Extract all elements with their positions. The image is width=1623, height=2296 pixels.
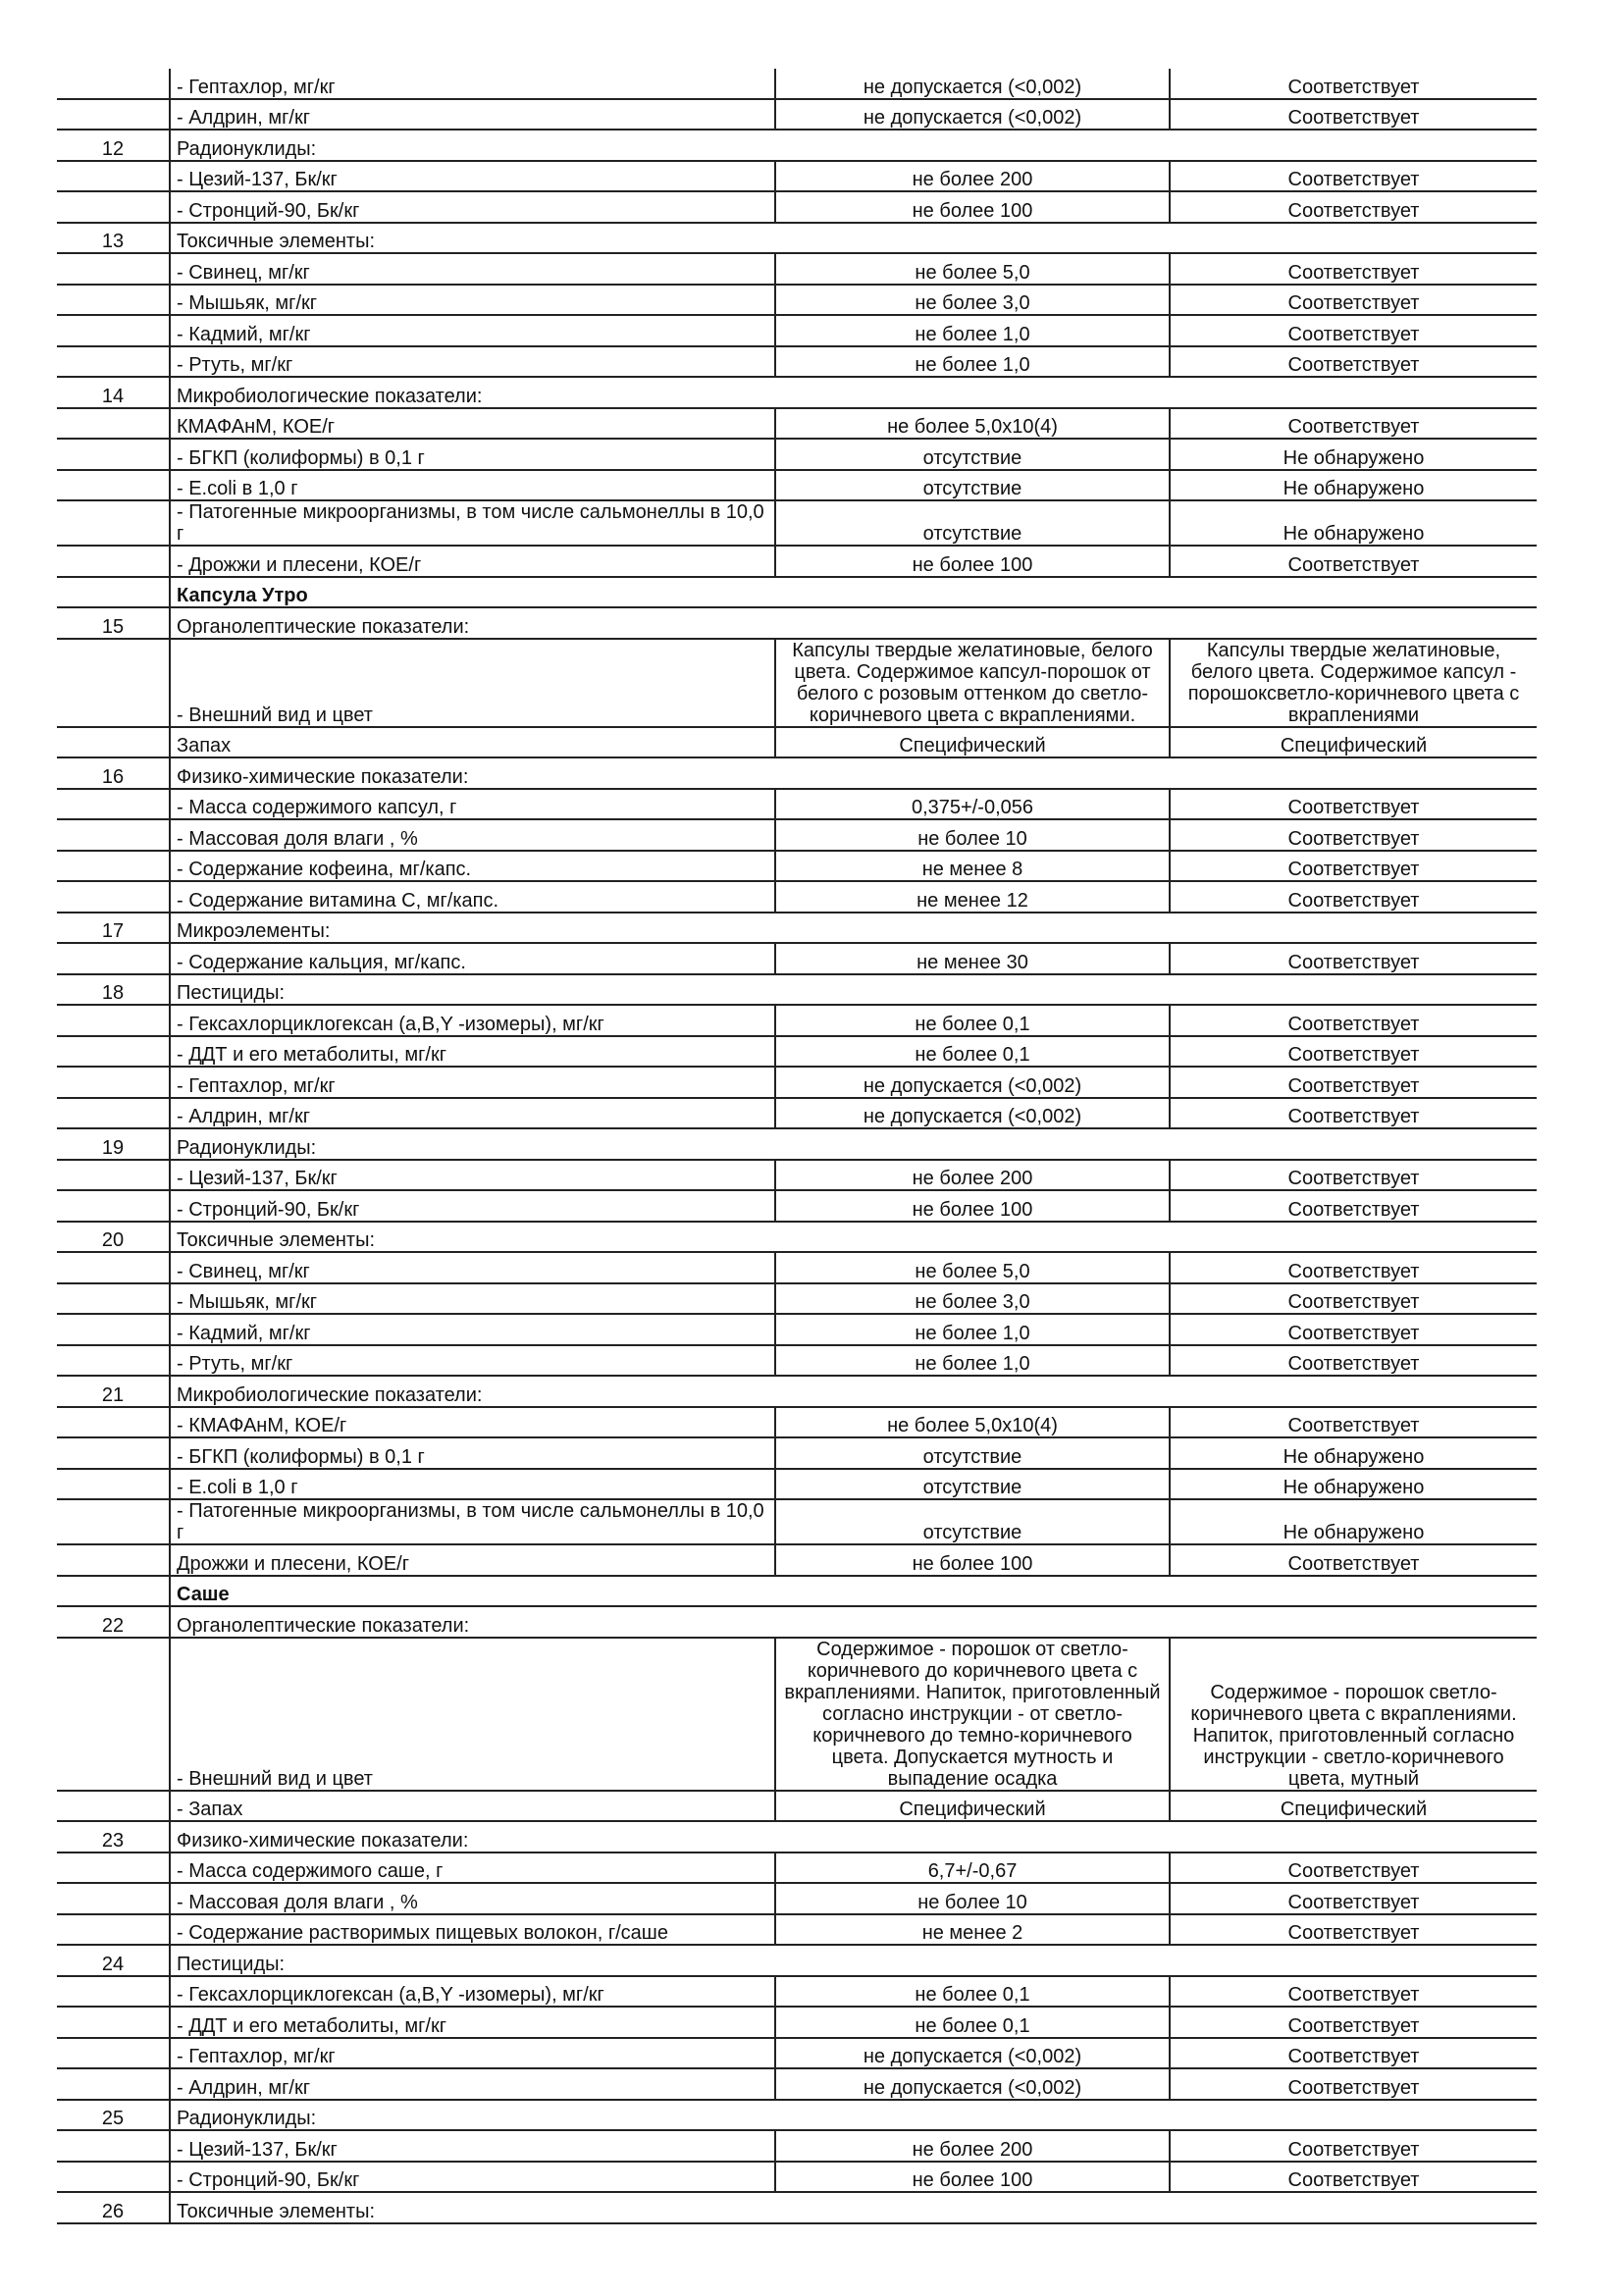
table-row — [57, 500, 1537, 546]
norm-value: не более 200 — [775, 2130, 1170, 2162]
indicator-name: Пестициды: — [170, 974, 1537, 1006]
table-row — [57, 191, 1537, 223]
result-value: Соответствует — [1170, 1914, 1537, 1946]
section-row — [57, 974, 1537, 1006]
indicator-name: - Гептахлор, мг/кг — [170, 69, 775, 99]
indicator-name: - ДДТ и его метаболиты, мг/кг — [170, 1036, 775, 1068]
result-value: Соответствует — [1170, 1283, 1537, 1315]
table-row — [57, 1437, 1537, 1469]
row-number — [57, 851, 170, 882]
result-value: Соответствует — [1170, 161, 1537, 192]
norm-value: Специфический — [775, 1791, 1170, 1822]
indicator-name: - Алдрин, мг/кг — [170, 2068, 775, 2100]
norm-value: Специфический — [775, 727, 1170, 758]
section-row — [57, 1376, 1537, 1407]
table-row — [57, 1067, 1537, 1098]
result-value: Соответствует — [1170, 1544, 1537, 1576]
section-row — [57, 2100, 1537, 2131]
norm-value: не более 0,1 — [775, 1005, 1170, 1036]
result-value: Соответствует — [1170, 1005, 1537, 1036]
indicator-name: - Ртуть, мг/кг — [170, 1345, 775, 1377]
row-number: 17 — [57, 913, 170, 944]
result-value: Соответствует — [1170, 1976, 1537, 2008]
indicator-name: - Масса содержимого капсул, г — [170, 789, 775, 820]
indicator-name: - Патогенные микроорганизмы, в том числе сальмонеллы в 10,0 г — [170, 1499, 775, 1544]
row-number: 15 — [57, 607, 170, 639]
row-number: 16 — [57, 757, 170, 789]
indicator-name: Физико-химические показатели: — [170, 757, 1537, 789]
indicator-name: - Массовая доля влаги , % — [170, 1883, 775, 1914]
indicator-name: - Внешний вид и цвет — [170, 639, 775, 727]
row-number: 20 — [57, 1222, 170, 1253]
row-number — [57, 881, 170, 913]
table-row — [57, 99, 1537, 130]
result-value: Соответствует — [1170, 69, 1537, 99]
norm-value: не более 100 — [775, 546, 1170, 577]
result-value: Не обнаружено — [1170, 470, 1537, 501]
norm-value: отсутствие — [775, 500, 1170, 546]
norm-value: не более 10 — [775, 1883, 1170, 1914]
norm-value: не более 1,0 — [775, 1345, 1170, 1377]
indicator-name: Токсичные элементы: — [170, 2192, 1537, 2223]
indicator-name: - Масса содержимого саше, г — [170, 1852, 775, 1884]
norm-value: отсутствие — [775, 1499, 1170, 1544]
result-value: Соответствует — [1170, 851, 1537, 882]
indicator-name: Радионуклиды: — [170, 1128, 1537, 1160]
section-row — [57, 757, 1537, 789]
indicator-name: - Стронций-90, Бк/кг — [170, 2162, 775, 2193]
table-row — [57, 1914, 1537, 1946]
result-value: Соответствует — [1170, 943, 1537, 974]
indicator-name: - Внешний вид и цвет — [170, 1638, 775, 1791]
result-value: Соответствует — [1170, 1345, 1537, 1377]
norm-value: не менее 12 — [775, 881, 1170, 913]
table-row — [57, 408, 1537, 440]
group-row — [57, 577, 1537, 608]
indicator-name: - Мышьяк, мг/кг — [170, 1283, 775, 1315]
indicator-name: - Свинец, мг/кг — [170, 253, 775, 285]
norm-value: 0,375+/-0,056 — [775, 789, 1170, 820]
indicator-name: Саше — [170, 1576, 1537, 1607]
table-row — [57, 819, 1537, 851]
norm-value: Капсулы твердые желатиновые, белого цвета. Содержимое капсул-порошок от белого с розовым оттенком до светло-коричневого цвета с вкраплениями. — [775, 639, 1170, 727]
indicator-name: Радионуклиды: — [170, 2100, 1537, 2131]
table-row — [57, 161, 1537, 192]
result-value: Содержимое - порошок светло-коричневого цвета с вкраплениями. Напиток, приготовленный согласно инструкции - светло-коричневого цвета, мутный — [1170, 1638, 1537, 1791]
indicator-name: Запах — [170, 727, 775, 758]
row-number — [57, 639, 170, 727]
indicator-name: - E.coli в 1,0 г — [170, 1469, 775, 1500]
table-row — [57, 1499, 1537, 1544]
norm-value: не более 1,0 — [775, 315, 1170, 346]
norm-value: Содержимое - порошок от светло-коричневого до коричневого цвета с вкраплениями. Напиток, приготовленный согласно инструкции - от светло-коричневого до темно-коричневого цвета. Допускается мутность и выпадение осадка — [775, 1638, 1170, 1791]
indicator-name: КМАФАнМ, КОЕ/г — [170, 408, 775, 440]
indicator-name: - Патогенные микроорганизмы, в том числе сальмонеллы в 10,0 г — [170, 500, 775, 546]
result-value: Специфический — [1170, 1791, 1537, 1822]
group-row — [57, 1576, 1537, 1607]
norm-value: не более 10 — [775, 819, 1170, 851]
result-value: Соответствует — [1170, 819, 1537, 851]
indicator-name: - Дрожжи и плесени, КОЕ/г — [170, 546, 775, 577]
row-number — [57, 1190, 170, 1222]
row-number — [57, 1976, 170, 2008]
norm-value: не более 100 — [775, 191, 1170, 223]
result-value: Соответствует — [1170, 1160, 1537, 1191]
norm-value: отсутствие — [775, 1437, 1170, 1469]
table-row — [57, 1407, 1537, 1438]
row-number — [57, 1883, 170, 1914]
row-number — [57, 1437, 170, 1469]
table-row — [57, 881, 1537, 913]
indicator-name: - Ртуть, мг/кг — [170, 346, 775, 378]
indicator-name: - Гексахлорциклогексан (а,В,Y -изомеры), мг/кг — [170, 1005, 775, 1036]
row-number: 26 — [57, 2192, 170, 2223]
indicator-name: Токсичные элементы: — [170, 1222, 1537, 1253]
norm-value: не более 5,0 — [775, 253, 1170, 285]
row-number — [57, 1638, 170, 1791]
result-value: Соответствует — [1170, 346, 1537, 378]
norm-value: не более 5,0х10(4) — [775, 408, 1170, 440]
table-row — [57, 2130, 1537, 2162]
indicator-name: Пестициды: — [170, 1945, 1537, 1976]
indicator-name: Органолептические показатели: — [170, 607, 1537, 639]
norm-value: не допускается (<0,002) — [775, 1098, 1170, 1129]
indicator-name: - Гептахлор, мг/кг — [170, 2038, 775, 2069]
row-number — [57, 315, 170, 346]
table-row — [57, 789, 1537, 820]
norm-value: не менее 2 — [775, 1914, 1170, 1946]
result-value: Капсулы твердые желатиновые, белого цвета. Содержимое капсул - порошоксветло-коричневого цвета с вкраплениями — [1170, 639, 1537, 727]
result-value: Соответствует — [1170, 315, 1537, 346]
indicator-name: - БГКП (колиформы) в 0,1 г — [170, 439, 775, 470]
table-row — [57, 1036, 1537, 1068]
test-results-table — [57, 69, 1537, 2224]
row-number — [57, 1791, 170, 1822]
row-number — [57, 470, 170, 501]
section-row — [57, 607, 1537, 639]
norm-value: не допускается (<0,002) — [775, 2038, 1170, 2069]
section-row — [57, 1128, 1537, 1160]
row-number — [57, 1345, 170, 1377]
section-row — [57, 1606, 1537, 1638]
table-row — [57, 1098, 1537, 1129]
result-value: Не обнаружено — [1170, 1499, 1537, 1544]
table-row — [57, 470, 1537, 501]
row-number — [57, 1852, 170, 1884]
row-number — [57, 1407, 170, 1438]
indicator-name: Капсула Утро — [170, 577, 1537, 608]
row-number: 18 — [57, 974, 170, 1006]
indicator-name: - Гексахлорциклогексан (а,В,Y -изомеры), мг/кг — [170, 1976, 775, 2008]
norm-value: не более 3,0 — [775, 285, 1170, 316]
table-row — [57, 727, 1537, 758]
result-value: Соответствует — [1170, 408, 1537, 440]
row-number — [57, 1314, 170, 1345]
norm-value: отсутствие — [775, 470, 1170, 501]
row-number — [57, 1005, 170, 1036]
indicator-name: - Стронций-90, Бк/кг — [170, 191, 775, 223]
result-value: Соответствует — [1170, 1067, 1537, 1098]
table-row — [57, 2007, 1537, 2038]
result-value: Соответствует — [1170, 1883, 1537, 1914]
row-number — [57, 1469, 170, 1500]
indicator-name: Микробиологические показатели: — [170, 377, 1537, 408]
result-value: Соответствует — [1170, 2038, 1537, 2069]
norm-value: не более 1,0 — [775, 1314, 1170, 1345]
result-value: Соответствует — [1170, 191, 1537, 223]
row-number — [57, 943, 170, 974]
row-number — [57, 546, 170, 577]
norm-value: отсутствие — [775, 1469, 1170, 1500]
indicator-name: - КМАФАнМ, КОЕ/г — [170, 1407, 775, 1438]
table-row — [57, 439, 1537, 470]
norm-value: не более 200 — [775, 161, 1170, 192]
indicator-name: Микробиологические показатели: — [170, 1376, 1537, 1407]
result-value: Соответствует — [1170, 1852, 1537, 1884]
row-number — [57, 191, 170, 223]
row-number: 25 — [57, 2100, 170, 2131]
table-row — [57, 2038, 1537, 2069]
norm-value: не более 5,0 — [775, 1252, 1170, 1283]
row-number: 14 — [57, 377, 170, 408]
indicator-name: Микроэлементы: — [170, 913, 1537, 944]
result-value: Не обнаружено — [1170, 1469, 1537, 1500]
table-row — [57, 1544, 1537, 1576]
table-row — [57, 1976, 1537, 2008]
norm-value: не более 100 — [775, 1544, 1170, 1576]
row-number — [57, 346, 170, 378]
indicator-name: - Мышьяк, мг/кг — [170, 285, 775, 316]
section-row — [57, 1222, 1537, 1253]
row-number: 22 — [57, 1606, 170, 1638]
norm-value: не более 1,0 — [775, 346, 1170, 378]
table-row — [57, 943, 1537, 974]
norm-value: не менее 8 — [775, 851, 1170, 882]
section-row — [57, 2192, 1537, 2223]
table-row — [57, 1638, 1537, 1791]
row-number — [57, 789, 170, 820]
norm-value: отсутствие — [775, 439, 1170, 470]
norm-value: не допускается (<0,002) — [775, 1067, 1170, 1098]
section-row — [57, 377, 1537, 408]
table-row — [57, 315, 1537, 346]
table-row — [57, 546, 1537, 577]
indicator-name: - БГКП (колиформы) в 0,1 г — [170, 1437, 775, 1469]
result-value: Соответствует — [1170, 2130, 1537, 2162]
indicator-name: - Цезий-137, Бк/кг — [170, 2130, 775, 2162]
indicator-name: - E.coli в 1,0 г — [170, 470, 775, 501]
table-body — [57, 69, 1537, 2223]
section-row — [57, 913, 1537, 944]
result-value: Соответствует — [1170, 285, 1537, 316]
indicator-name: Органолептические показатели: — [170, 1606, 1537, 1638]
result-value: Соответствует — [1170, 789, 1537, 820]
section-row — [57, 130, 1537, 161]
indicator-name: - Алдрин, мг/кг — [170, 1098, 775, 1129]
indicator-name: - Содержание кофеина, мг/капс. — [170, 851, 775, 882]
result-value: Соответствует — [1170, 1252, 1537, 1283]
norm-value: не допускается (<0,002) — [775, 2068, 1170, 2100]
result-value: Соответствует — [1170, 1407, 1537, 1438]
row-number — [57, 2038, 170, 2069]
row-number — [57, 1160, 170, 1191]
indicator-name: - Запах — [170, 1791, 775, 1822]
table-row — [57, 69, 1537, 99]
row-number: 21 — [57, 1376, 170, 1407]
norm-value: не более 5,0х10(4) — [775, 1407, 1170, 1438]
norm-value: не более 0,1 — [775, 2007, 1170, 2038]
result-value: Соответствует — [1170, 2162, 1537, 2193]
row-number — [57, 2130, 170, 2162]
table-row — [57, 1852, 1537, 1884]
result-value: Соответствует — [1170, 2068, 1537, 2100]
table-row — [57, 1283, 1537, 1315]
result-value: Специфический — [1170, 727, 1537, 758]
table-row — [57, 2068, 1537, 2100]
table-row — [57, 346, 1537, 378]
result-value: Не обнаружено — [1170, 439, 1537, 470]
section-row — [57, 1945, 1537, 1976]
row-number — [57, 408, 170, 440]
row-number — [57, 1036, 170, 1068]
result-value: Не обнаружено — [1170, 1437, 1537, 1469]
row-number — [57, 2007, 170, 2038]
norm-value: не допускается (<0,002) — [775, 69, 1170, 99]
table-row — [57, 2162, 1537, 2193]
result-value: Соответствует — [1170, 253, 1537, 285]
row-number — [57, 1252, 170, 1283]
indicator-name: - Стронций-90, Бк/кг — [170, 1190, 775, 1222]
indicator-name: Дрожжи и плесени, КОЕ/г — [170, 1544, 775, 1576]
norm-value: не более 0,1 — [775, 1976, 1170, 2008]
row-number — [57, 1576, 170, 1607]
result-value: Соответствует — [1170, 99, 1537, 130]
table-row — [57, 639, 1537, 727]
norm-value: не допускается (<0,002) — [775, 99, 1170, 130]
norm-value: не более 200 — [775, 1160, 1170, 1191]
table-row — [57, 1883, 1537, 1914]
norm-value: 6,7+/-0,67 — [775, 1852, 1170, 1884]
row-number — [57, 285, 170, 316]
section-row — [57, 223, 1537, 254]
table-row — [57, 1314, 1537, 1345]
table-row — [57, 1345, 1537, 1377]
row-number — [57, 439, 170, 470]
indicator-name: - Алдрин, мг/кг — [170, 99, 775, 130]
row-number — [57, 577, 170, 608]
table-row — [57, 253, 1537, 285]
result-value: Не обнаружено — [1170, 500, 1537, 546]
row-number — [57, 99, 170, 130]
row-number — [57, 253, 170, 285]
indicator-name: Радионуклиды: — [170, 130, 1537, 161]
norm-value: не более 100 — [775, 1190, 1170, 1222]
row-number — [57, 1098, 170, 1129]
norm-value: не более 100 — [775, 2162, 1170, 2193]
result-value: Соответствует — [1170, 1314, 1537, 1345]
indicator-name: - Содержание кальция, мг/капс. — [170, 943, 775, 974]
result-value: Соответствует — [1170, 1190, 1537, 1222]
row-number — [57, 727, 170, 758]
table-row — [57, 1252, 1537, 1283]
table-row — [57, 285, 1537, 316]
row-number — [57, 1067, 170, 1098]
row-number — [57, 819, 170, 851]
result-value: Соответствует — [1170, 546, 1537, 577]
indicator-name: - Гептахлор, мг/кг — [170, 1067, 775, 1098]
norm-value: не более 3,0 — [775, 1283, 1170, 1315]
indicator-name: - Содержание витамина С, мг/капс. — [170, 881, 775, 913]
row-number — [57, 2068, 170, 2100]
indicator-name: - Цезий-137, Бк/кг — [170, 1160, 775, 1191]
table-row — [57, 1005, 1537, 1036]
table-row — [57, 1791, 1537, 1822]
row-number — [57, 1914, 170, 1946]
norm-value: не менее 30 — [775, 943, 1170, 974]
row-number: 19 — [57, 1128, 170, 1160]
row-number: 13 — [57, 223, 170, 254]
row-number: 12 — [57, 130, 170, 161]
indicator-name: - Цезий-137, Бк/кг — [170, 161, 775, 192]
row-number — [57, 2162, 170, 2193]
indicator-name: - Содержание растворимых пищевых волокон, г/саше — [170, 1914, 775, 1946]
indicator-name: - Кадмий, мг/кг — [170, 315, 775, 346]
table-row — [57, 1160, 1537, 1191]
indicator-name: - Кадмий, мг/кг — [170, 1314, 775, 1345]
table-row — [57, 851, 1537, 882]
row-number — [57, 500, 170, 546]
result-value: Соответствует — [1170, 1098, 1537, 1129]
row-number — [57, 1499, 170, 1544]
result-value: Соответствует — [1170, 1036, 1537, 1068]
table-row — [57, 1190, 1537, 1222]
row-number — [57, 1544, 170, 1576]
row-number: 24 — [57, 1945, 170, 1976]
indicator-name: - Массовая доля влаги , % — [170, 819, 775, 851]
row-number — [57, 1283, 170, 1315]
indicator-name: - ДДТ и его метаболиты, мг/кг — [170, 2007, 775, 2038]
table-row — [57, 1469, 1537, 1500]
row-number: 23 — [57, 1821, 170, 1852]
row-number — [57, 69, 170, 99]
norm-value: не более 0,1 — [775, 1036, 1170, 1068]
section-row — [57, 1821, 1537, 1852]
result-value: Соответствует — [1170, 2007, 1537, 2038]
indicator-name: Токсичные элементы: — [170, 223, 1537, 254]
indicator-name: - Свинец, мг/кг — [170, 1252, 775, 1283]
result-value: Соответствует — [1170, 881, 1537, 913]
indicator-name: Физико-химические показатели: — [170, 1821, 1537, 1852]
row-number — [57, 161, 170, 192]
